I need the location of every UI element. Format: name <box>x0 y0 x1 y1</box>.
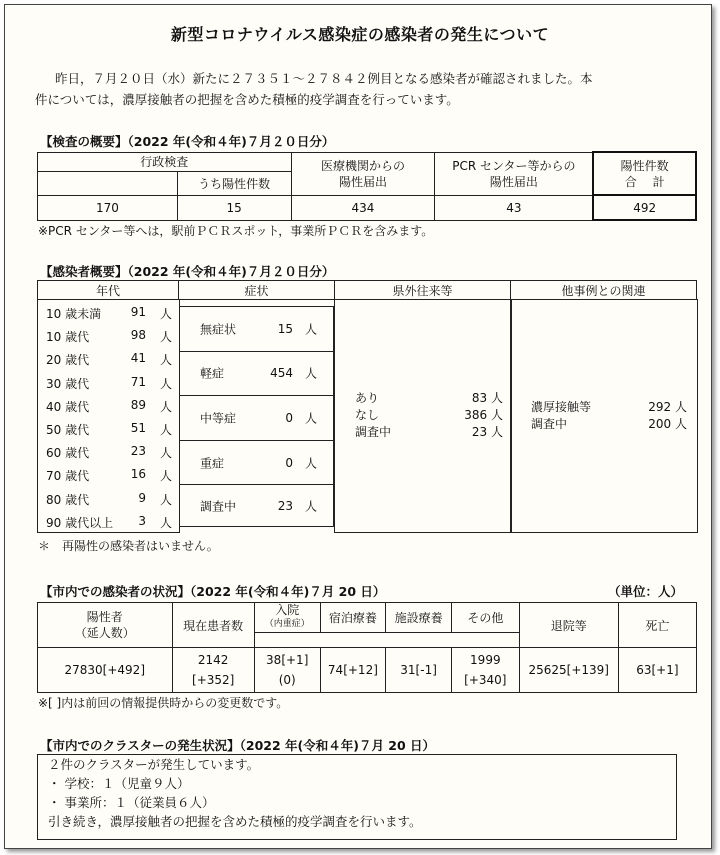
relation-count: 200 人 <box>648 417 687 431</box>
value-discharged: 25625[+139] <box>519 648 618 693</box>
age-label: 10 歳未満 <box>46 307 102 321</box>
city-status-note: ※[ ]内は前回の情報提供時からの変更数です。 <box>38 696 289 710</box>
symptom-box <box>179 351 334 397</box>
intro-line-2: 件については，濃厚接触者の把握を含めた積極的疫学調査を行っています。 <box>35 92 459 107</box>
header-facility: 施設療養 <box>386 603 452 633</box>
cluster-heading: 【市内でのクラスターの発生状況】（2022 年(令和４年)７月 20 日） <box>40 738 436 753</box>
age-row <box>46 467 172 485</box>
cluster-line-2: ・ 学校：１（児童９人） <box>48 776 190 791</box>
symptom-count: 23 <box>277 498 293 513</box>
travel-label: なし <box>355 408 380 422</box>
intro-paragraph <box>35 68 675 110</box>
header-positive: 陽性者 （延人数） <box>38 603 173 648</box>
age-row <box>46 328 172 346</box>
test-summary-heading: 【検査の概要】（2022 年(令和４年)７月２０日分） <box>40 134 335 149</box>
header-pcr: PCR センター等からの 陽性届出 <box>435 152 593 195</box>
symptom-count: 0 <box>285 455 293 470</box>
travel-count: 83 人 <box>471 391 503 405</box>
header-spacer <box>254 632 519 647</box>
age-row <box>46 444 172 462</box>
header-discharged: 退院等 <box>519 603 618 648</box>
symptom-label: 調査中 <box>200 499 237 514</box>
symptom-count: 0 <box>285 410 293 425</box>
age-label: 40 歳代 <box>46 399 90 414</box>
test-summary-table <box>37 151 697 221</box>
relation-label: 濃厚接触等 <box>531 400 592 414</box>
intro-line-1: 昨日，７月２０日（水）新たに２７３５１～２７８４２例目となる感染者が確認されました。本 <box>55 71 593 86</box>
header-total: 陽性件数 合 計 <box>593 152 696 195</box>
age-count: 3 <box>138 513 146 528</box>
age-count: 98 <box>130 328 146 343</box>
symptom-box <box>179 440 334 486</box>
value-hotel: 74[+12] <box>320 648 386 693</box>
age-unit: 人 <box>159 515 172 530</box>
symptom-box <box>179 395 334 441</box>
age-row <box>46 375 172 393</box>
age-count: 71 <box>130 374 146 389</box>
symptom-count: 15 <box>277 321 293 336</box>
age-unit: 人 <box>159 446 172 461</box>
value-other: 1999 [+340] <box>451 648 519 693</box>
page-title: 新型コロナウイルス感染症の感染者の発生について <box>170 25 550 44</box>
age-count: 23 <box>130 444 146 459</box>
travel-list <box>355 390 503 441</box>
cluster-line-3: ・ 事業所：１（従業員６人） <box>48 795 215 810</box>
age-unit: 人 <box>159 423 172 437</box>
symptom-label: 重症 <box>200 456 225 471</box>
relation-row <box>531 399 687 416</box>
header-admin-blank <box>38 171 178 195</box>
travel-count: 386 人 <box>464 408 503 422</box>
symptom-unit: 人 <box>304 456 317 471</box>
value-total: 492 <box>593 195 696 220</box>
age-count: 91 <box>130 305 146 319</box>
travel-row <box>355 424 503 441</box>
cluster-box <box>37 754 677 840</box>
age-count: 51 <box>130 421 146 435</box>
header-death: 死亡 <box>618 603 696 648</box>
header-hospital: 入院 （内重症） <box>254 603 320 633</box>
header-hotel: 宿泊療養 <box>320 603 386 633</box>
age-row <box>46 398 172 416</box>
patient-summary-heading: 【感染者概要】（2022 年(令和４年)７月２０日分） <box>40 264 335 279</box>
cluster-line-4: 引き続き，濃厚接触者の把握を含めた積極的疫学調査を行います。 <box>48 814 422 829</box>
symptom-box <box>179 484 334 527</box>
header-age: 年代 <box>37 280 179 300</box>
value-admin-positive: 15 <box>177 195 291 220</box>
test-summary-note: ※PCR センター等へは，駅前ＰＣＲスポット，事業所ＰＣＲを含みます。 <box>38 224 434 238</box>
age-unit: 人 <box>159 469 172 484</box>
symptom-label: 軽症 <box>200 366 225 381</box>
travel-label: あり <box>355 391 380 405</box>
value-facility: 31[-1] <box>386 648 452 693</box>
cluster-line-1: ２件のクラスターが発生しています。 <box>48 757 260 772</box>
age-count: 9 <box>138 490 146 505</box>
relation-list <box>531 399 687 433</box>
travel-label: 調査中 <box>355 425 392 439</box>
value-admin: 170 <box>38 195 178 220</box>
age-label: 80 歳代 <box>46 492 90 507</box>
age-count: 41 <box>130 351 146 366</box>
symptom-count: 454 <box>270 366 293 381</box>
unit-label: （単位：人） <box>608 584 684 599</box>
age-label: 70 歳代 <box>46 469 90 484</box>
header-relation: 他事例との関連 <box>510 280 697 300</box>
age-label: 20 歳代 <box>46 353 90 368</box>
header-medical: 医療機関からの 陽性届出 <box>291 152 435 195</box>
patient-summary-note: ＊ 再陽性の感染者はいません。 <box>38 539 219 553</box>
symptom-unit: 人 <box>304 366 317 381</box>
symptom-label: 中等症 <box>200 411 237 426</box>
age-label: 10 歳代 <box>46 330 90 345</box>
symptom-label: 無症状 <box>200 322 237 337</box>
value-hospital: 38[+1] (0) <box>254 648 320 693</box>
header-current: 現在患者数 <box>172 603 254 648</box>
age-unit: 人 <box>159 353 172 368</box>
age-count: 89 <box>130 397 146 412</box>
age-label: 60 歳代 <box>46 446 90 461</box>
symptom-unit: 人 <box>304 411 317 426</box>
age-row <box>46 421 172 439</box>
relation-count: 292 人 <box>648 400 687 414</box>
header-symptom: 症状 <box>178 280 335 300</box>
age-label: 90 歳代以上 <box>46 515 114 530</box>
age-label: 30 歳代 <box>46 376 90 391</box>
value-medical: 434 <box>291 195 435 220</box>
age-row <box>46 491 172 509</box>
travel-row <box>355 390 503 407</box>
travel-row <box>355 407 503 424</box>
age-unit: 人 <box>159 330 172 345</box>
value-positive: 27830[+492] <box>38 648 173 693</box>
age-count: 16 <box>130 467 146 482</box>
relation-label: 調査中 <box>531 417 568 431</box>
age-row <box>46 305 172 323</box>
header-other: その他 <box>451 603 519 633</box>
symptom-unit: 人 <box>304 499 317 514</box>
value-current: 2142 [+352] <box>172 648 254 693</box>
age-unit: 人 <box>159 307 172 321</box>
city-status-table <box>37 602 697 693</box>
header-travel: 県外往来等 <box>334 280 511 300</box>
age-unit: 人 <box>159 399 172 414</box>
header-admin-test: 行政検査 <box>38 152 292 171</box>
age-row <box>46 351 172 369</box>
city-status-heading: 【市内での感染者の状況】（2022 年(令和４年)７月 20 日） <box>40 584 386 599</box>
value-death: 63[+1] <box>618 648 696 693</box>
age-label: 50 歳代 <box>46 423 90 437</box>
age-unit: 人 <box>159 376 172 391</box>
header-admin-positive: うち陽性件数 <box>177 171 291 195</box>
relation-row <box>531 416 687 433</box>
value-pcr: 43 <box>435 195 593 220</box>
symptom-unit: 人 <box>304 322 317 337</box>
age-row <box>46 514 172 532</box>
symptom-box <box>179 306 334 352</box>
age-unit: 人 <box>159 492 172 507</box>
travel-count: 23 人 <box>471 425 503 439</box>
